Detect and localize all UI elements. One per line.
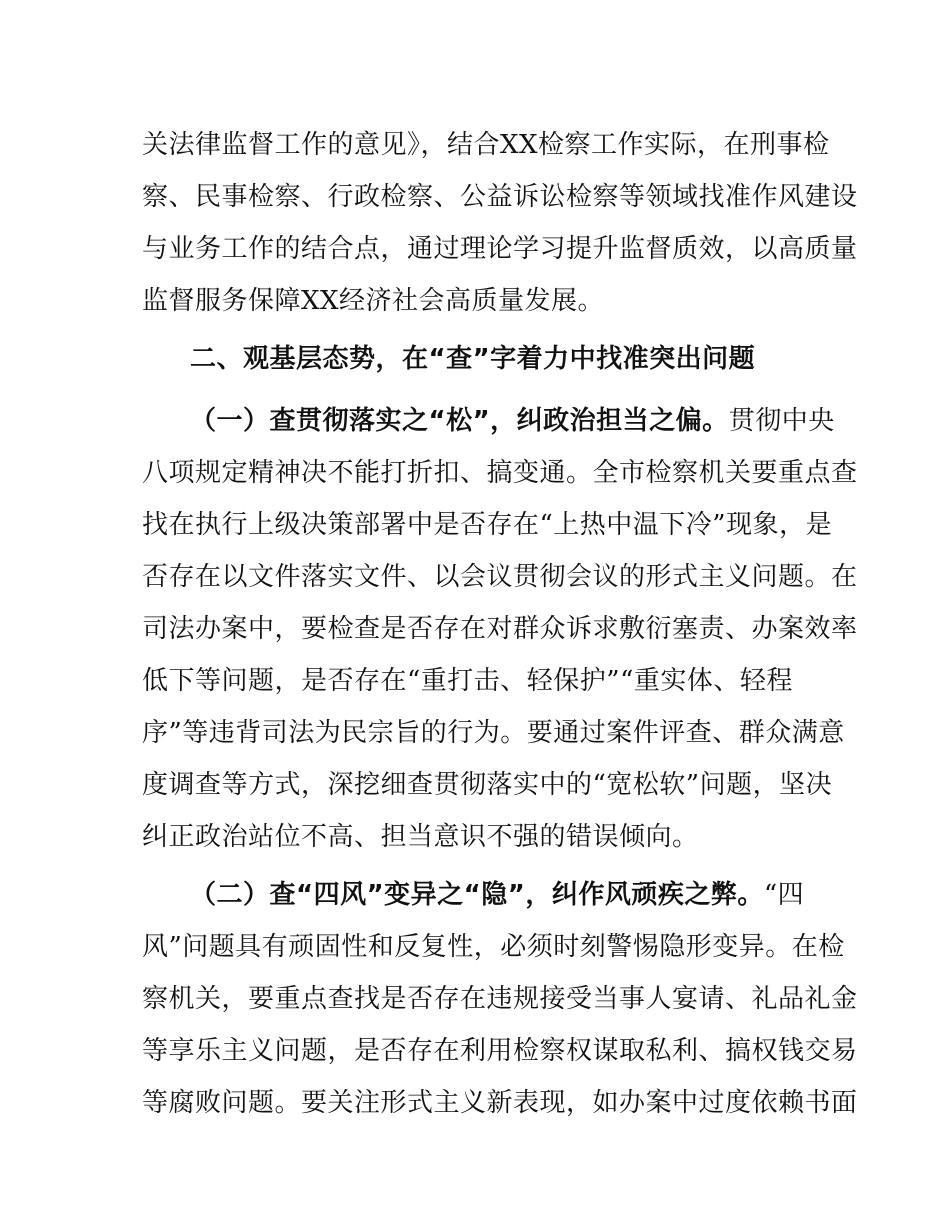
subsection-2-first-line-text: “四 xyxy=(763,880,805,910)
paragraph-line: 否存在以文件落实文件、以会议贯彻会议的形式主义问题。在 xyxy=(142,562,858,592)
paragraph-line: 察机关，要重点查找是否存在违规接受当事人宴请、礼品礼金 xyxy=(142,984,858,1014)
paragraph-line: 等腐败问题。要关注形式主义新表现，如办案中过度依赖书面 xyxy=(142,1088,858,1118)
subsection-1-heading: （一）查贯彻落实之“松”，纠政治担当之偏。 xyxy=(190,406,729,436)
paragraph-line: 关法律监督工作的意见》，结合XX检察工作实际，在刑事检 xyxy=(142,130,830,160)
subsection-1-first-line xyxy=(190,404,835,438)
paragraph-line: 八项规定精神决不能打折扣、搞变通。全市检察机关要重点查 xyxy=(142,458,858,488)
paragraph-line: 序”等违背司法为民宗旨的行为。要通过案件评查、群众满意 xyxy=(142,718,845,748)
subsection-2-heading: （二）查“四风”变异之“隐”，纠作风顽疾之弊。 xyxy=(190,880,764,910)
subsection-2-first-line xyxy=(190,878,810,912)
paragraph-line: 察、民事检察、行政检察、公益诉讼检察等领域找准作风建设 xyxy=(142,182,858,212)
paragraph-line: 低下等问题，是否存在“重打击、轻保护”“重实体、轻程 xyxy=(142,666,793,696)
paragraph-line: 纠正政治站位不高、担当意识不强的错误倾向。 xyxy=(142,822,699,852)
paragraph-line: 司法办案中，要检查是否存在对群众诉求敷衍塞责、办案效率 xyxy=(142,614,858,644)
section-heading: 二、观基层态势，在“查”字着力中找准突出问题 xyxy=(190,344,756,374)
paragraph-line: 找在执行上级决策部署中是否存在“上热中温下冷”现象，是 xyxy=(142,510,833,540)
paragraph-line: 度调查等方式，深挖细查贯彻落实中的“宽松软”问题，坚决 xyxy=(142,770,833,800)
paragraph-line: 监督服务保障XX经济社会高质量发展。 xyxy=(142,286,605,316)
subsection-1-first-line-text: 贯彻中央 xyxy=(728,406,835,436)
paragraph-line: 风”问题具有顽固性和反复性，必须时刻警惕隐形变异。在检 xyxy=(142,932,845,962)
paragraph-line: 与业务工作的结合点，通过理论学习提升监督质效，以高质量 xyxy=(142,234,858,264)
paragraph-line: 等享乐主义问题，是否存在利用检察权谋取私利、搞权钱交易 xyxy=(142,1036,858,1066)
